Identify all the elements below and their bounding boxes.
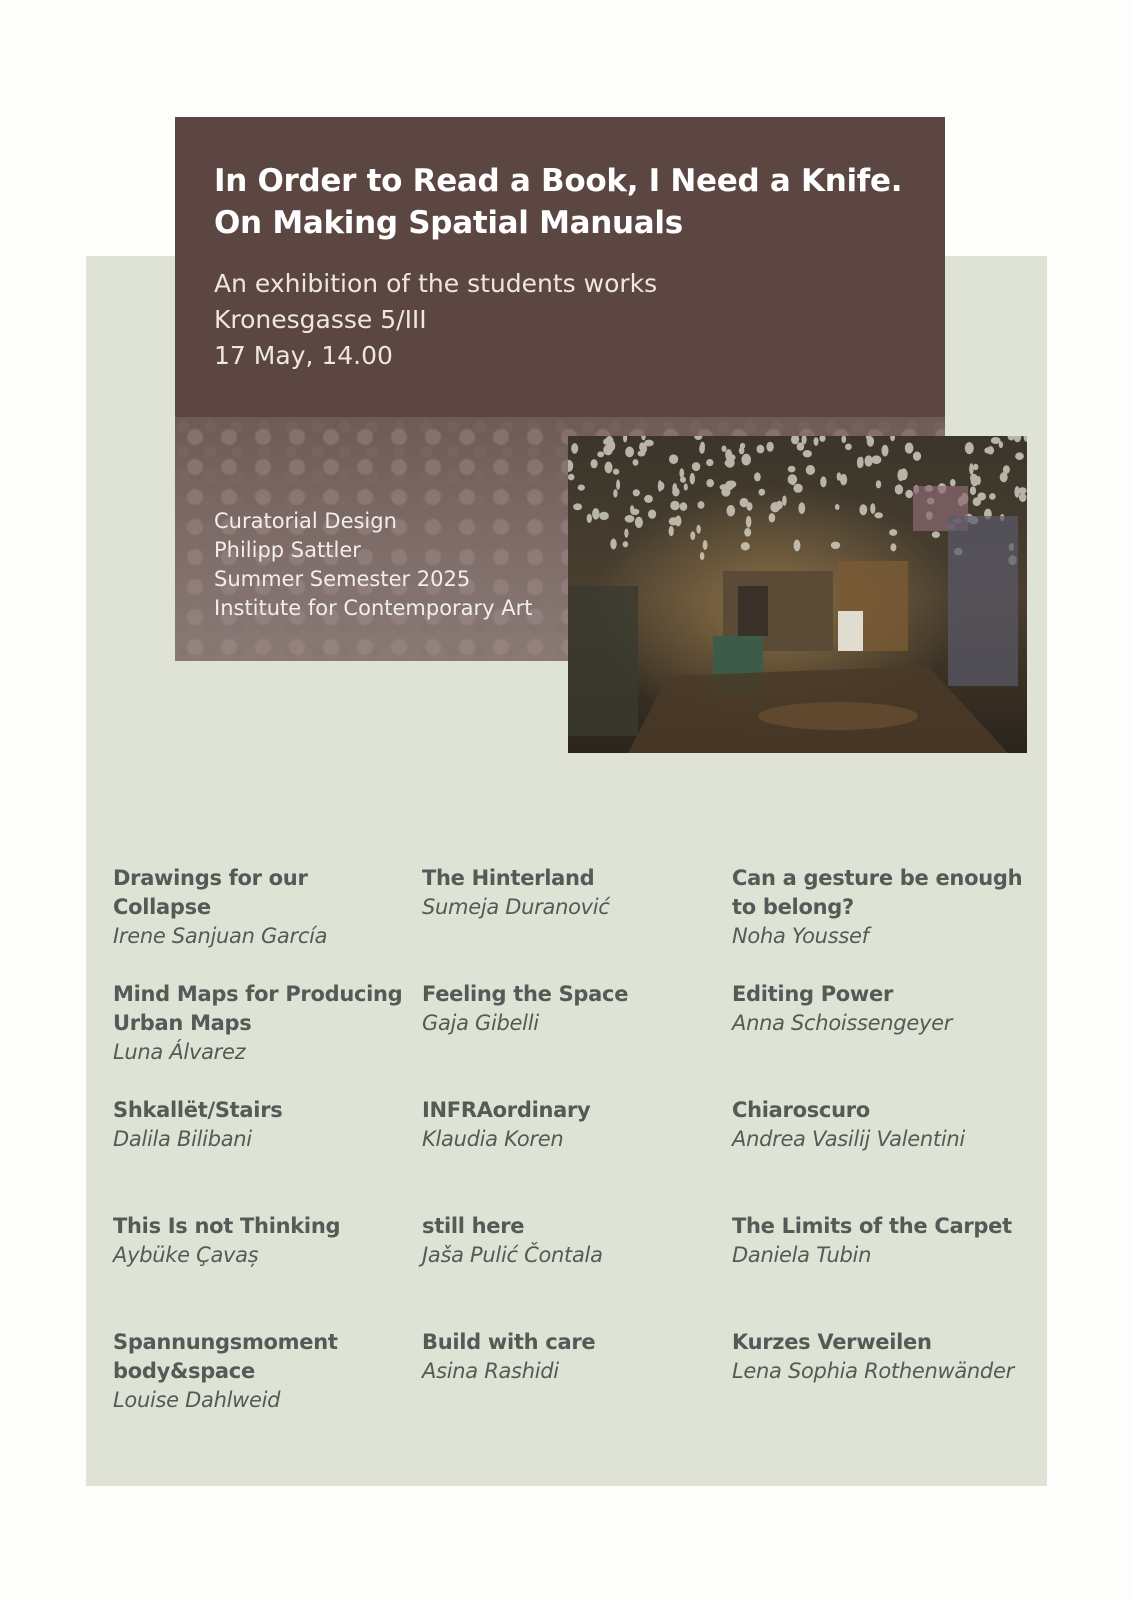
exhibition-datetime: 17 May, 14.00 — [214, 341, 393, 370]
work-author: Louise Dahlweid — [113, 1388, 281, 1412]
work-title: INFRAordinary — [422, 1098, 591, 1122]
work-title: Spannungsmoment body&space — [113, 1330, 338, 1383]
work-item — [113, 1212, 403, 1270]
work-title: still here — [422, 1214, 525, 1238]
work-title: Shkallët/Stairs — [113, 1098, 283, 1122]
work-author: Lena Sophia Rothenwänder — [732, 1359, 1014, 1383]
credit-semester: Summer Semester 2025 — [214, 567, 471, 591]
work-author: Klaudia Koren — [422, 1127, 564, 1151]
exhibition-title-line1: In Order to Read a Book, I Need a Knife. — [214, 163, 903, 199]
title-box — [175, 117, 945, 417]
work-author: Irene Sanjuan García — [113, 924, 328, 948]
exhibition-address: Kronesgasse 5/III — [214, 305, 427, 334]
work-title: Editing Power — [732, 982, 894, 1006]
work-item — [422, 1328, 722, 1386]
exhibition-subtitle: An exhibition of the students works — [214, 269, 658, 298]
credit-institute: Institute for Contemporary Art — [214, 596, 533, 620]
work-author: Daniela Tubin — [732, 1243, 872, 1267]
work-title: Chiaroscuro — [732, 1098, 870, 1122]
work-author: Dalila Bilibani — [113, 1127, 252, 1151]
work-item — [422, 980, 722, 1038]
exhibition-title-line2: On Making Spatial Manuals — [214, 205, 683, 241]
credit-course: Curatorial Design — [214, 509, 397, 533]
work-title: The Limits of the Carpet — [732, 1214, 1012, 1238]
work-item — [732, 864, 1032, 951]
work-item — [113, 980, 403, 1067]
work-title: Feeling the Space — [422, 982, 629, 1006]
work-item — [113, 864, 403, 951]
work-author: Aybüke Çavaș — [113, 1243, 259, 1267]
work-title: This Is not Thinking — [113, 1214, 341, 1238]
work-author: Anna Schoissengeyer — [732, 1011, 953, 1035]
work-author: Sumeja Duranović — [422, 895, 610, 919]
work-author: Jaša Pulić Čontala — [422, 1243, 603, 1267]
installation-photo — [568, 436, 1027, 753]
work-title: Drawings for our Collapse — [113, 866, 308, 919]
work-item — [422, 1212, 722, 1270]
work-item — [732, 1096, 1032, 1154]
work-author: Luna Álvarez — [113, 1040, 246, 1064]
work-title: Build with care — [422, 1330, 596, 1354]
work-title: Kurzes Verweilen — [732, 1330, 932, 1354]
work-author: Gaja Gibelli — [422, 1011, 539, 1035]
work-author: Asina Rashidi — [422, 1359, 559, 1383]
work-author: Andrea Vasilij Valentini — [732, 1127, 965, 1151]
work-item — [422, 864, 722, 922]
work-item — [732, 1212, 1032, 1270]
work-item — [732, 980, 1032, 1038]
work-title: Can a gesture be enough to belong? — [732, 866, 1023, 919]
work-title: Mind Maps for Producing Urban Maps — [113, 982, 403, 1035]
work-title: The Hinterland — [422, 866, 595, 890]
work-author: Noha Youssef — [732, 924, 869, 948]
credit-instructor: Philipp Sattler — [214, 538, 361, 562]
work-item — [113, 1096, 403, 1154]
work-item — [113, 1328, 403, 1415]
work-item — [422, 1096, 722, 1154]
work-item — [732, 1328, 1032, 1386]
